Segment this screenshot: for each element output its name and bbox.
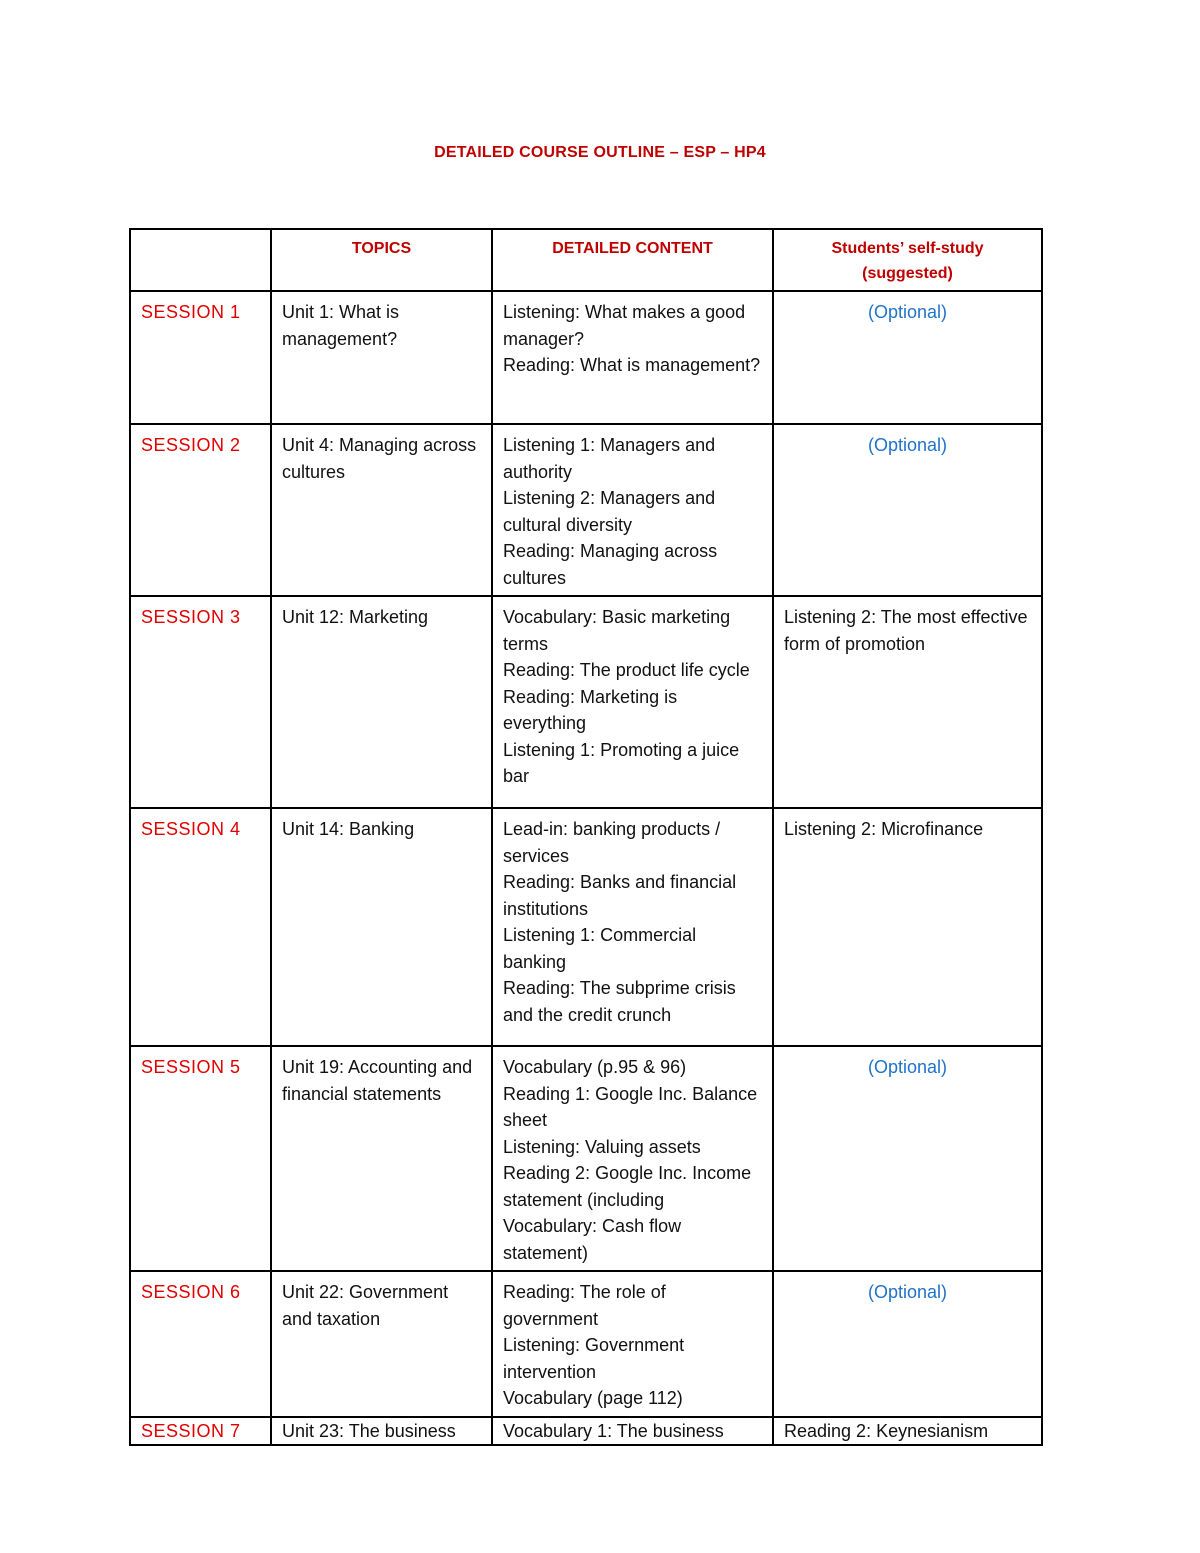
- self-study-cell: Listening 2: Microfinance: [773, 808, 1042, 1046]
- topic-cell: Unit 19: Accounting and financial statements: [271, 1046, 492, 1271]
- header-session: [130, 229, 271, 291]
- content-item: Listening: Government intervention: [503, 1335, 685, 1382]
- content-cell: [492, 1046, 773, 1271]
- content-item: Vocabulary: Basic marketing terms: [503, 607, 731, 654]
- table-row-session-7: [130, 1417, 1042, 1446]
- session-label: SESSION 5: [130, 1046, 271, 1271]
- table-row-session-4: [130, 808, 1042, 1046]
- topic-cell: Unit 12: Marketing: [271, 596, 492, 808]
- content-item: Reading: The role of government: [503, 1282, 666, 1329]
- topic-cell: Unit 4: Managing across cultures: [271, 424, 492, 596]
- session-label: SESSION 2: [130, 424, 271, 596]
- content-cell: [492, 424, 773, 596]
- content-item: Reading: The subprime crisis and the credit crunch: [503, 978, 736, 1025]
- self-study-cell: Reading 2: Keynesianism: [773, 1417, 1042, 1446]
- table-row-session-2: [130, 424, 1042, 596]
- content-item: Reading: Marketing is everything: [503, 686, 678, 733]
- content-cell: [492, 808, 773, 1046]
- table-row-session-1: [130, 291, 1042, 424]
- table-row-session-3: [130, 596, 1042, 808]
- optional-label: (Optional): [867, 1057, 948, 1077]
- content-cell: [492, 1417, 773, 1446]
- header-self-study: Students’ self-study (suggested): [773, 229, 1042, 291]
- table-row-session-5: [130, 1046, 1042, 1271]
- header-detailed-content: DETAILED CONTENT: [492, 229, 773, 291]
- content-item: Vocabulary (p.95 & 96): [503, 1057, 687, 1077]
- content-item: Listening 2: Managers and cultural diversity: [503, 488, 716, 535]
- content-cell: [492, 596, 773, 808]
- content-item: Listening 1: Managers and authority: [503, 435, 716, 482]
- self-study-cell: [773, 1046, 1042, 1271]
- content-item: Listening 1: Promoting a juice bar: [503, 739, 740, 786]
- content-item: Vocabulary (page 112): [503, 1388, 683, 1408]
- self-study-cell: [773, 1271, 1042, 1417]
- table-header-row: [130, 229, 1042, 291]
- content-item: Vocabulary 1: The business: [503, 1420, 724, 1441]
- topic-cell: Unit 14: Banking: [271, 808, 492, 1046]
- self-study-cell: [773, 291, 1042, 424]
- table-row-session-6: [130, 1271, 1042, 1417]
- topic-cell: Unit 1: What is management?: [271, 291, 492, 424]
- session-label: SESSION 6: [130, 1271, 271, 1417]
- content-item: Listening: Valuing assets: [503, 1136, 701, 1157]
- topic-cell: Unit 22: Government and taxation: [271, 1271, 492, 1417]
- content-item: Lead-in: banking products / services: [503, 819, 721, 866]
- optional-label: (Optional): [867, 435, 948, 455]
- session-label: SESSION 7: [130, 1417, 271, 1446]
- content-item: Reading 2: Google Inc. Income statement (including Vocabulary: Cash flow statement): [503, 1163, 752, 1263]
- optional-label: (Optional): [867, 302, 948, 322]
- topic-cell: Unit 23: The business: [271, 1417, 492, 1446]
- content-item: Reading: Banks and financial institutions: [503, 872, 737, 919]
- session-label: SESSION 3: [130, 596, 271, 808]
- content-item: Listening 1: Commercial banking: [503, 925, 697, 972]
- content-item: Reading: The product life cycle: [503, 660, 750, 680]
- header-topics: TOPICS: [271, 229, 492, 291]
- self-study-cell: [773, 424, 1042, 596]
- optional-label: (Optional): [867, 1282, 948, 1302]
- content-cell: [492, 1271, 773, 1417]
- session-label: SESSION 4: [130, 808, 271, 1046]
- content-item: Reading: What is management?: [503, 355, 761, 375]
- content-item: Reading 1: Google Inc. Balance sheet: [503, 1083, 758, 1130]
- page-title: DETAILED COURSE OUTLINE – ESP – HP4: [434, 144, 766, 161]
- course-outline-table: [129, 228, 1043, 1446]
- content-item: Reading: Managing across cultures: [503, 541, 718, 588]
- content-cell: [492, 291, 773, 424]
- session-label: SESSION 1: [130, 291, 271, 424]
- content-item: Listening: What makes a good manager?: [503, 302, 746, 349]
- self-study-cell: Listening 2: The most effective form of promotion: [773, 596, 1042, 808]
